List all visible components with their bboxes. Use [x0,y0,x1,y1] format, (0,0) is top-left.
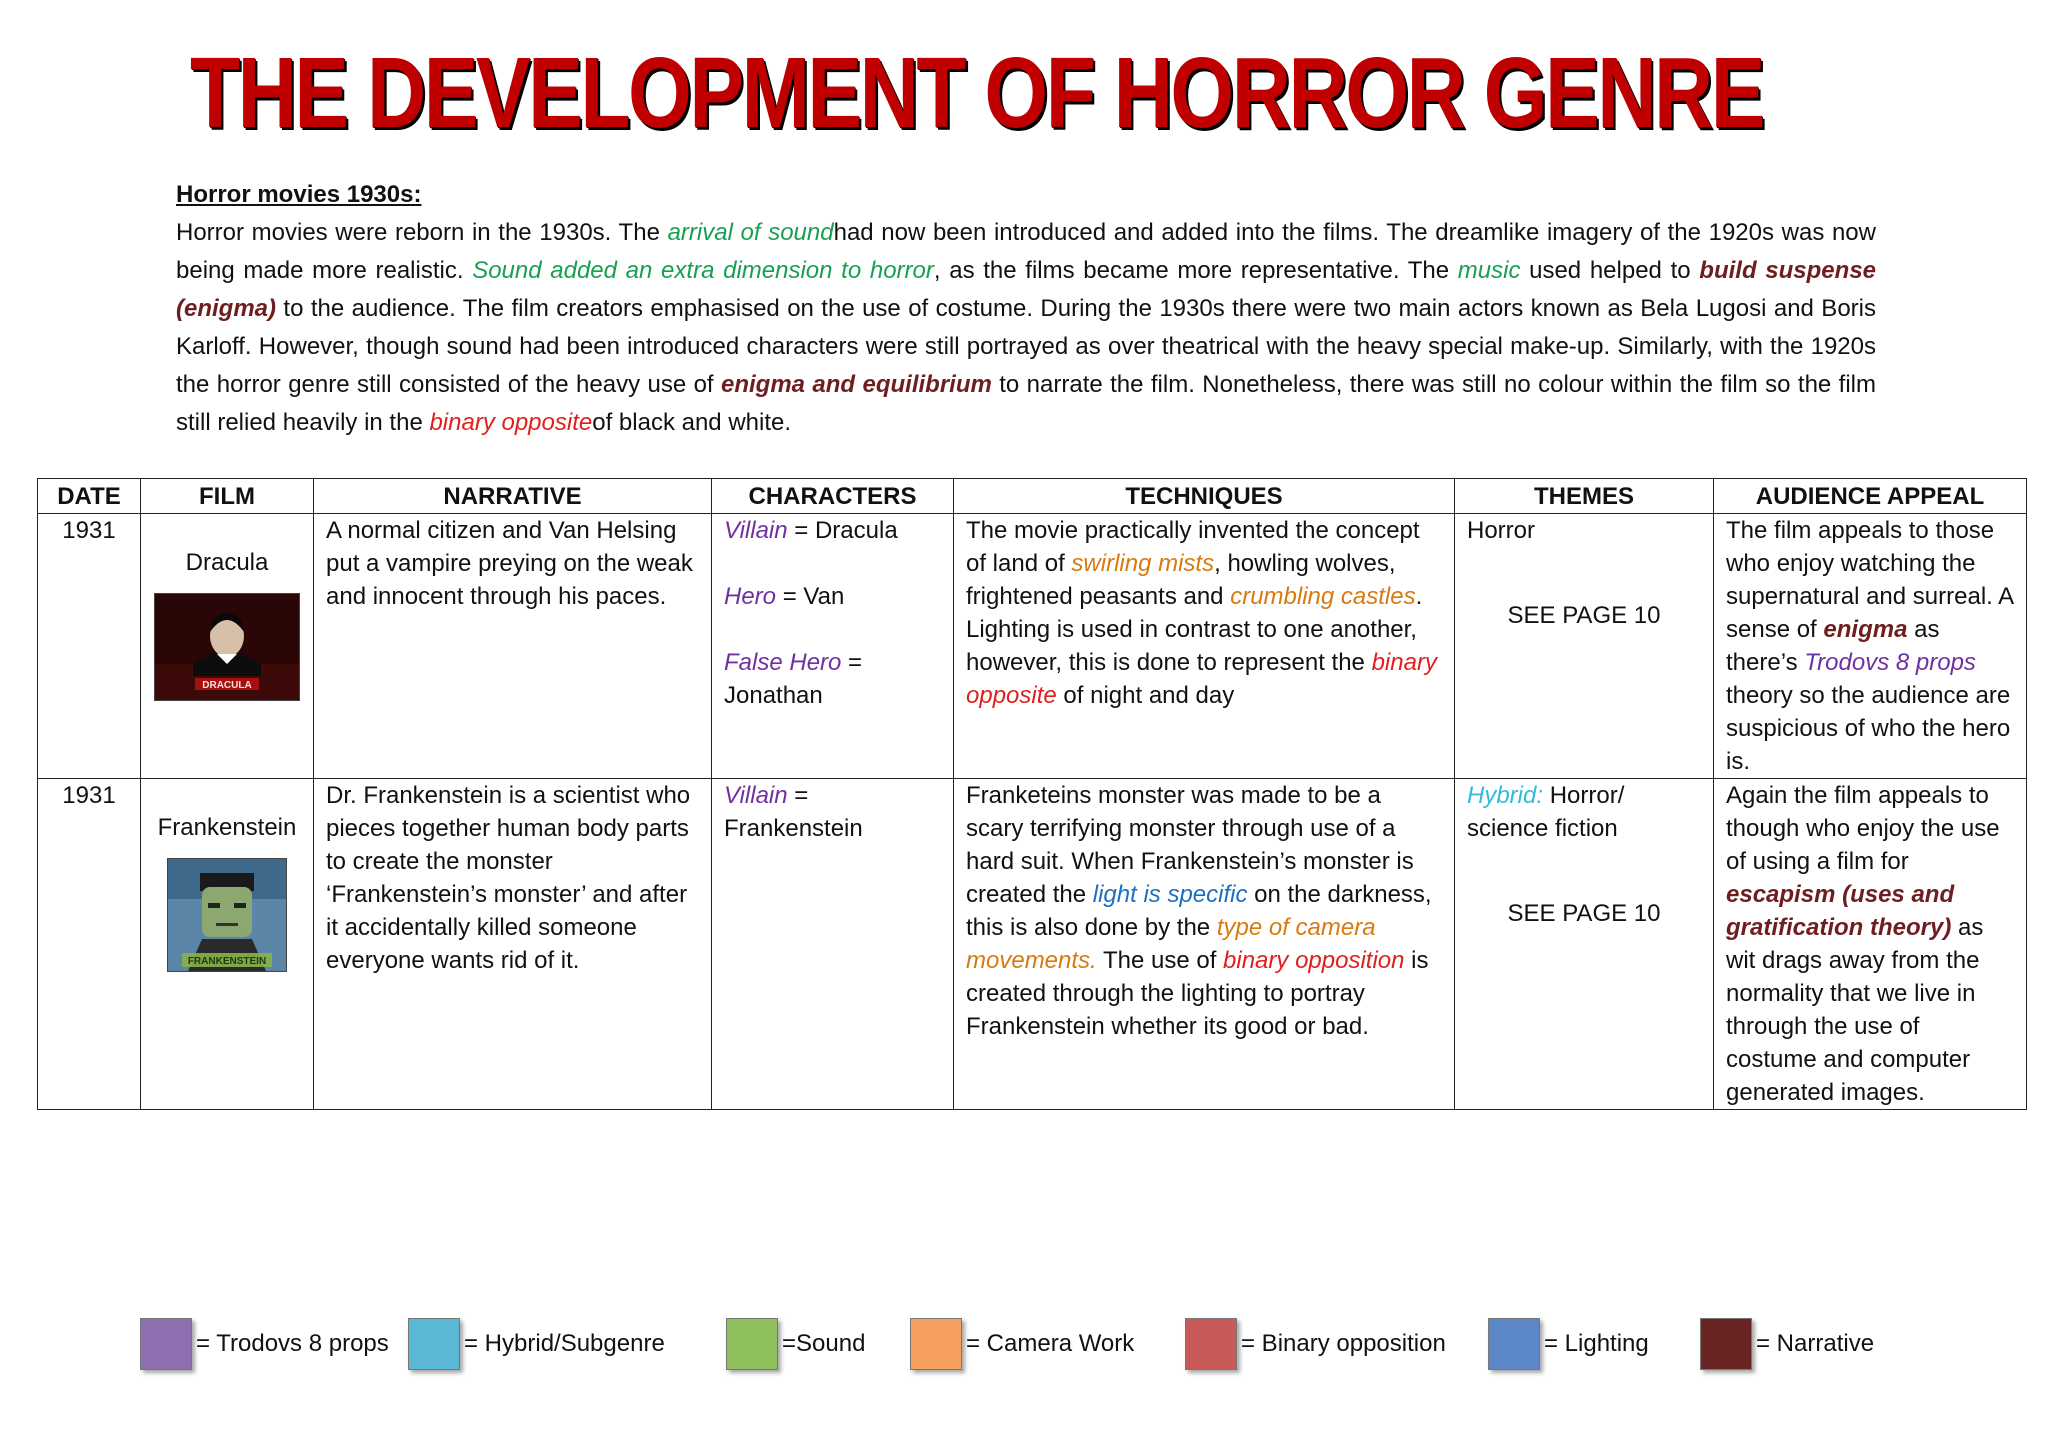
trodovs-highlight: Trodovs 8 props [1804,649,1976,676]
tech-text: The use of [1096,947,1224,974]
see-page-reference: SEE PAGE 10 [1507,602,1661,629]
audience-appeal-cell [1714,779,2027,1110]
legend-label: = Camera Work [966,1330,1135,1357]
hybrid-highlight: Hybrid: [1467,782,1544,809]
camera-highlight: swirling mists [1071,550,1215,577]
legend-swatch [1185,1318,1237,1370]
narrative-highlight: enigma [1823,616,1908,643]
narrative-cell: A normal citizen and Van Helsing put a vampire preying on the weak and innocent through his paces. [314,514,712,779]
legend-swatch [1700,1318,1752,1370]
intro-text: , as the films became more representative. The [933,257,1458,284]
legend-label: = Trodovs 8 props [196,1330,389,1357]
legend-label: = Lighting [1544,1330,1649,1357]
legend-label: =Sound [782,1330,866,1357]
legend-item-sound [726,1318,865,1370]
appeal-text: theory so the audience are suspicious of who the hero is. [1726,682,2011,775]
tech-text: . Lighting is used in contrast to one another, however, this is done to represent the [966,583,1423,676]
intro-text: used helped to [1520,257,1700,284]
legend-swatch [408,1318,460,1370]
appeal-text: as there’s [1726,616,1940,676]
intro-section [176,176,1876,442]
color-legend [0,1318,2048,1370]
binary-highlight: binary opposition [1223,947,1405,974]
legend-item-trodovs [140,1318,389,1370]
legend-item-camera-work [910,1318,1134,1370]
lighting-highlight: light is specific [1092,881,1248,908]
header-themes: THEMES [1455,479,1714,514]
role-value: = Dracula [787,517,898,544]
frankenstein-poster-image [167,858,287,972]
intro-text: had now been introduced and added into the films. The dreamlike imagery of the 1920s was now being made more realistic. [176,219,1876,284]
table-header-row [38,479,2027,514]
characters-cell [712,514,954,779]
tech-text: on the darkness, this is also done by the [966,881,1432,941]
role-label: Villain [724,782,788,809]
tech-text: of night and day [1056,682,1235,709]
role-value: = Frankenstein [724,782,863,842]
legend-label: = Narrative [1756,1330,1875,1357]
poster-lettering: DRACULA [202,680,252,691]
theme-value: Horror/ science fiction [1467,782,1625,842]
sound-highlight: arrival of sound [667,219,834,246]
header-audience-appeal: AUDIENCE APPEAL [1714,479,2027,514]
dracula-poster-image [154,593,300,701]
legend-swatch [140,1318,192,1370]
header-characters: CHARACTERS [712,479,954,514]
date-cell: 1931 [38,779,141,1110]
intro-paragraph [176,214,1876,442]
sound-highlight: Sound added an extra dimension to horror [472,257,934,284]
camera-highlight: crumbling castles [1230,583,1416,610]
legend-swatch [726,1318,778,1370]
appeal-text: Again the film appeals to though who enjoy the use of using a film for [1726,782,2000,875]
techniques-cell [954,514,1455,779]
character-villain [724,779,941,845]
horror-films-table [37,478,2027,1110]
table-row [38,779,2027,1110]
intro-text: Horror movies were reborn in the 1930s. The [176,219,668,246]
role-value: = Jonathan [724,649,863,709]
poster-lettering: FRANKENSTEIN [187,956,267,967]
role-value: = Van [776,583,845,610]
binary-highlight: binary opposite [429,409,593,436]
themes-cell [1455,514,1714,779]
character-villain [724,514,941,547]
header-narrative: NARRATIVE [314,479,712,514]
legend-swatch [910,1318,962,1370]
film-cell [141,779,314,1110]
film-title: Dracula [185,549,269,576]
characters-cell [712,779,954,1110]
tech-text: The movie practically invented the concept of land of [966,517,1420,577]
narrative-highlight: build suspense (enigma) [176,257,1877,322]
character-hero [724,580,941,613]
narrative-highlight: enigma and equilibrium [721,371,992,398]
narrative-cell: Dr. Frankenstein is a scientist who pieces together human body parts to create the monster ‘Frankenstein’s monster’ and after it accidentally killed someone everyone wants rid of it. [314,779,712,1110]
legend-item-lighting [1488,1318,1649,1370]
character-false-hero [724,646,941,712]
header-film: FILM [141,479,314,514]
legend-item-binary [1185,1318,1446,1370]
legend-item-narrative [1700,1318,1874,1370]
table-row [38,514,2027,779]
legend-item-hybrid [408,1318,665,1370]
page-title: THE DEVELOPMENT OF HORROR GENRE [190,37,1763,149]
film-cell [141,514,314,779]
legend-swatch [1488,1318,1540,1370]
intro-text: to narrate the film. Nonetheless, there was still no colour within the film so the film still relied heavily in the [176,371,1876,436]
see-page-reference: SEE PAGE 10 [1507,900,1661,927]
tech-text: Franketeins monster was made to be a scary terrifying monster through use of a hard suit. When Frankenstein’s monster is created the [966,782,1414,908]
appeal-text: The film appeals to those who enjoy watching the supernatural and surreal. A sense of [1726,517,2013,643]
narrative-highlight: escapism (uses and gratification theory) [1726,881,1955,941]
intro-text: to the audience. The film creators emphasised on the use of costume. During the 1930s there were two main actors known as Bela Lugosi and Boris Karloff. However, though sound had been introduced characters were still portrayed as over theatrical with the heavy special make-up. Similarly, with the 1920s the horror genre still consisted of the heavy use of [176,295,1876,398]
legend-label: = Binary opposition [1241,1330,1446,1357]
theme-text [1467,779,1701,845]
camera-highlight: type of camera movements. [966,914,1376,974]
header-techniques: TECHNIQUES [954,479,1455,514]
themes-cell [1455,779,1714,1110]
binary-highlight: binary opposite [966,649,1437,709]
role-label: Villain [724,517,788,544]
appeal-text: as wit drags away from the normality that we live in through the use of costume and computer generated images. [1726,914,1984,1106]
role-label: False Hero [724,649,842,676]
intro-text: of black and white. [592,409,792,436]
role-label: Hero [724,583,777,610]
intro-heading: Horror movies 1930s: [176,181,422,208]
audience-appeal-cell [1714,514,2027,779]
legend-label: = Hybrid/Subgenre [464,1330,665,1357]
header-date: DATE [38,479,141,514]
date-cell: 1931 [38,514,141,779]
film-title: Frankenstein [157,814,297,841]
tech-text: is created through the lighting to portray Frankenstein whether its good or bad. [966,947,1429,1040]
techniques-cell [954,779,1455,1110]
tech-text: , howling wolves, frightened peasants and [966,550,1396,610]
theme-text: Horror [1467,517,1536,544]
sound-highlight: music [1457,257,1521,284]
